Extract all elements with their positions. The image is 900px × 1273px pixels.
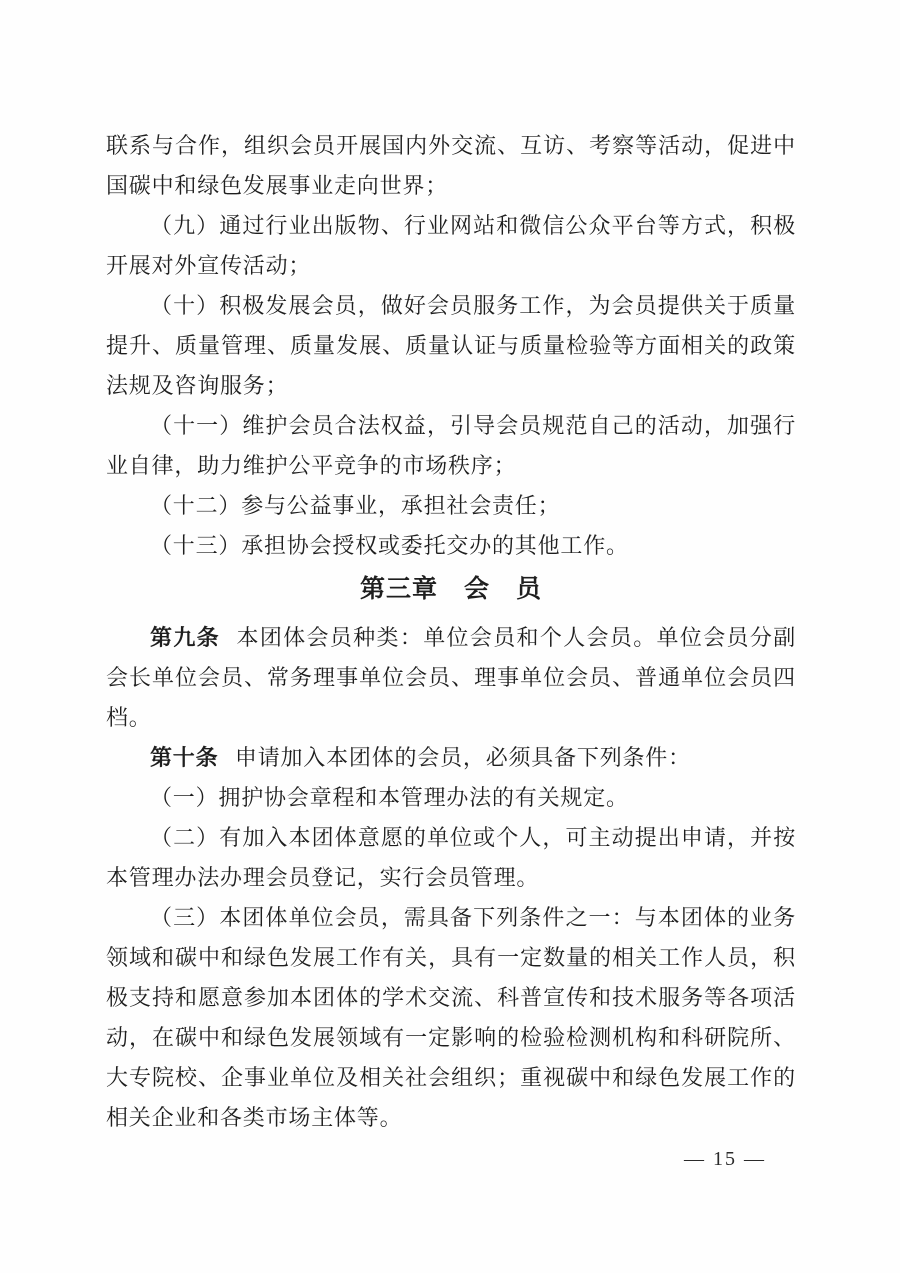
article-paragraph: 第九条 本团体会员种类：单位会员和个人会员。单位会员分副会长单位会员、常务理事单位会员、理事单位会员、普通单位会员四档。 xyxy=(106,625,797,730)
list-item-paragraph: （十三）承担协会授权或委托交办的其他工作。 xyxy=(150,533,629,558)
list-item-paragraph: （十一）维护会员合法权益，引导会员规范自己的活动，加强行业自律，助力维护公平竞争的市场秩序； xyxy=(106,413,796,478)
document-body xyxy=(106,126,796,1138)
article-number: 第十条 xyxy=(150,745,219,770)
paragraph-continuation: 联系与合作，组织会员开展国内外交流、互访、考察等活动，促进中国碳中和绿色发展事业走向世界； xyxy=(106,133,796,198)
list-item-paragraph: （十）积极发展会员，做好会员服务工作，为会员提供关于质量提升、质量管理、质量发展、质量认证与质量检验等方面相关的政策法规及咨询服务； xyxy=(106,293,796,398)
list-item-paragraph: （十二）参与公益事业，承担社会责任； xyxy=(150,493,561,518)
list-item-paragraph: （九）通过行业出版物、行业网站和微信公众平台等方式，积极开展对外宣传活动； xyxy=(106,213,796,278)
article-paragraph: 第十条 申请加入本团体的会员，必须具备下列条件： xyxy=(150,745,691,770)
list-item-paragraph: （三）本团体单位会员，需具备下列条件之一：与本团体的业务领域和碳中和绿色发展工作有关，具有一定数量的相关工作人员，积极支持和愿意参加本团体的学术交流、科普宣传和技术服务等各项活动，在碳中和绿色发展领域有一定影响的检验检测机构和科研院所、大专院校、企事业单位及相关社会组织；重视碳中和绿色发展工作的相关企业和各类市场主体等。 xyxy=(106,905,796,1130)
list-item-paragraph: （一）拥护协会章程和本管理办法的有关规定。 xyxy=(150,785,629,810)
chapter-heading: 第三章 会 员 xyxy=(359,576,542,603)
article-number: 第九条 xyxy=(150,625,221,650)
list-item-paragraph: （二）有加入本团体意愿的单位或个人，可主动提出申请，并按本管理办法办理会员登记，实行会员管理。 xyxy=(106,825,796,890)
page-number: — 15 — xyxy=(684,1148,766,1170)
